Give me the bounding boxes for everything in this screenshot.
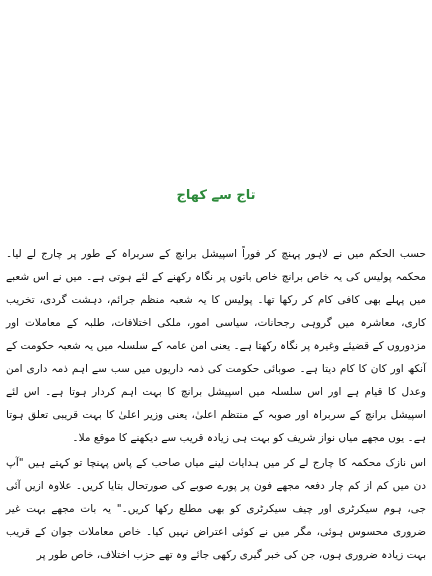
paragraph-1: حسب الحکم میں نے لاہور پہنچ کر فوراً اسپیشل برانچ کے سربراہ کے طور پر چارج لے لیا۔ محکمہ پولیس کی یہ خاص برانچ خاص باتوں پر نگاہ رکھنے کے لئے ہوتی ہے۔ میں نے اس شعبے میں پہلے بھی کافی کام کر رکھا تھا۔ پولیس کا یہ شعبہ منظم جرائم، دہشت گردی، تخریب کاری، معاشرہ میں گروہی رجحانات، سیاسی امور، ملکی اختلافات، طلبہ کے معاملات اور مزدوروں کے قضیئے وغیرہ پر نگاہ رکھتا ہے۔ یعنی امن عامہ کے سلسلہ میں یہ شعبہ حکومت کے آنکھ اور کان کا کام دیتا ہے۔ صوبائی حکومت کی ذمہ داریوں میں سب سے اہم ذمہ داری امن وعدل کا قیام ہے اور اس سلسلہ میں اسپیشل برانچ کا بہت اہم کردار ہوتا ہے۔ اس لئے اسپیشل برانچ کے سربراہ اور صوبہ کے منتظم اعلیٰ، یعنی وزیر اعلیٰ کا بہت قریبی تعلق ہوتا ہے۔ یوں مجھے میاں نواز شریف کو بہت ہی زیادہ قریب سے دیکھنے کا موقع ملا۔ (6, 248, 426, 444)
paragraph-2: اس نازک محکمہ کا چارج لے کر میں ہدایات لینے میاں صاحب کے پاس پہنچا تو کہتے ہیں "آپ دن میں کم از کم چار دفعہ مجھے فون پر پورے صوبے کی صورتحال بتایا کریں۔ علاوہ ازیں آئی جی، ہوم سیکرٹری اور چیف سیکرٹری کو بھی مطلع رکھا کریں۔" یہ بات مجھے بہت غیر ضروری محسوس ہوئی، مگر میں نے کوئی اعتراض نہیں کیا۔ خاص معاملات جوان کے قریب بہت زیادہ ضروری ہوں، جن کی خبر گیری رکھی جائے وہ تھے حزب اختلاف، خاص طور پر (6, 457, 426, 561)
chapter-title: تاج سے کھاج (176, 188, 256, 203)
body-text (6, 243, 426, 567)
